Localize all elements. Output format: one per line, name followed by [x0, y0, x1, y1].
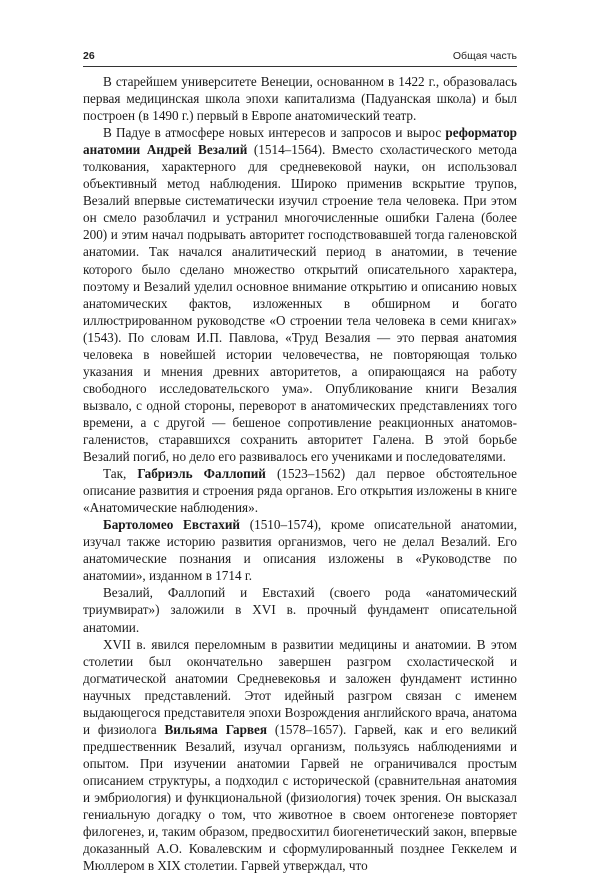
bold-term: Вильяма Гарвея [164, 721, 268, 737]
text-run: (1514–1564). Вместо схоластического метода толкования, характерного для средневековой науки, он использовал объективный метод наблюдения. Широко применив вскрытие трупов, Везалий впервые систематически изучил строение тела человека. При этом он смело разоблачил и устранил многочисленные ошибки Галена (более 200) и этим начал подрывать авторитет господствовавшей тогда галеновской анатомии. Так начался аналитический период в анатомии, в течение которого было сделано множество открытий описательного характера, поэтому и Везалий уделил основное внимание открытию и описанию новых анатомических фактов, изложенных в обширном и богато иллюстрированном руководстве «О строении тела человека в семи книгах» (1543). По словам И.П. Павлова, «Труд Везалия — это первая анатомия человека в новейшей истории человечества, не повторяющая только указания и мнения древних авторитетов, а опирающаяся на работу свободного исследовательского ума». Опубликование книги Везалия вызвало, с одной стороны, переворот в анатомических представлениях того времени, а с другой — бешеное сопротивление реакционных анатомов-галенистов, старавшихся сохранить авторитет Галена. В этой борьбе Везалий погиб, но дело его развивалось его учениками и последователями. [83, 142, 517, 465]
header-rule [83, 66, 517, 67]
text-run: (1523–1562) дал первое обстоятельное описание развития и строения ряда органов. Его открытия изложены в книге «Анатомические наблюдения». [83, 466, 517, 516]
bold-term: Габриэль Фаллопий [137, 466, 266, 482]
text-run: Так, [103, 466, 138, 482]
text-run: В Падуе в атмосфере новых интересов и запросов и вырос [103, 125, 446, 141]
paragraph [83, 73, 517, 124]
text-run: (1510–1574), кроме описательной анатомии, изучал также историю развития организмов, чего не делал Везалий. Его анатомические познания и описания изложены в «Руководстве по анатомии», изданном в 1714 г. [83, 517, 517, 584]
bold-term: реформатор анатомии Андрей Везалий [83, 125, 517, 158]
paragraph [83, 465, 517, 516]
paragraph [83, 124, 517, 465]
text-run: (1578–1657). Гарвей, как и его великий предшественник Везалий, изучал организм, пользуясь наблюдениями и опытом. При изучении анатомии Гарвей не ограничивался простым описанием структуры, а подходил с исторической (сравнительная анатомия и эмбриология) и функциональной (физиология) точек зрения. Он высказал гениальную догадку о том, что животное в своем онтогенезе повторяет филогенез, и, таким образом, предвосхитил биогенетический закон, впервые доказанный А.О. Ковалевским и сформулированный позднее Геккелем и Мюллером в XIX столетии. Гарвей утверждал, что [83, 721, 517, 874]
bold-term: Бартоломео Евстахий [103, 517, 241, 533]
text-run: В старейшем университете Венеции, основанном в 1422 г., образовалась первая медицинская школа эпохи капитализма (Падуанская школа) и был построен (в 1490 г.) первый в Европе анатомический театр. [83, 74, 517, 124]
paragraph [83, 516, 517, 584]
section-title: Общая часть [452, 50, 517, 62]
text-run: XVII в. явился переломным в развитии медицины и анатомии. В этом столетии был окончательно завершен разгром схоластической и догматической анатомии Средневековья и заложен фундамент истинно научных представлений. Этот идейный разгром связан с именем выдающегося представителя эпохи Возрождения английского врача, анатома и физиолога [83, 636, 517, 737]
page-number: 26 [83, 50, 95, 62]
text-run: Везалий, Фаллопий и Евстахий (своего рода «анатомический триумвират») заложили в XVI в. прочный фундамент описательной анатомии. [83, 585, 517, 635]
body-text [83, 73, 517, 874]
paragraph [83, 584, 517, 635]
paragraph [83, 636, 517, 874]
